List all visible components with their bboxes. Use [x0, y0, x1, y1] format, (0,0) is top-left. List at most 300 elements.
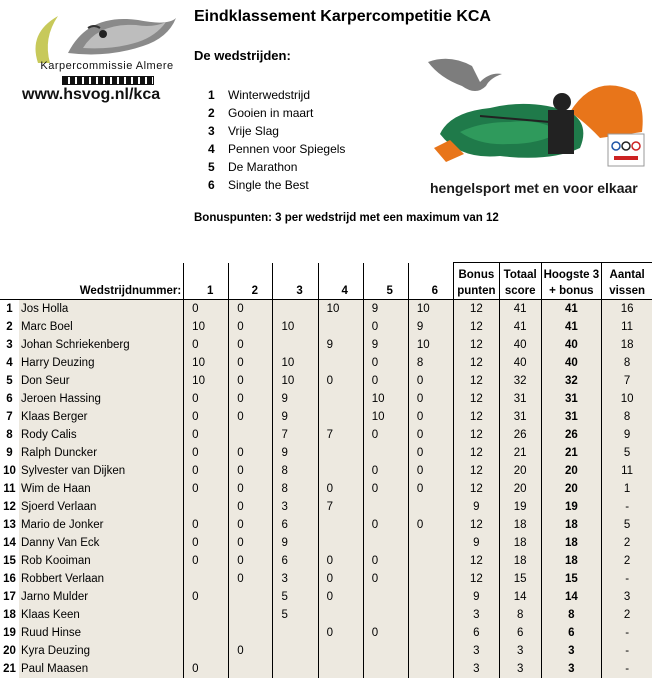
- score-cell: [318, 408, 363, 426]
- best-header: Hoogste 3 + bonus: [541, 263, 602, 300]
- rank-cell: 13: [0, 516, 19, 534]
- score-cell: [184, 624, 229, 642]
- score-cell: 0: [363, 318, 408, 336]
- score-cell: [318, 390, 363, 408]
- score-cell: 0: [229, 300, 273, 319]
- score-cell: 9: [273, 444, 318, 462]
- score-cell: 6: [273, 516, 318, 534]
- score-cell: 0: [229, 480, 273, 498]
- bonus-cell: 12: [453, 390, 499, 408]
- match-item: [208, 86, 345, 104]
- score-cell: [184, 606, 229, 624]
- score-cell: 0: [229, 498, 273, 516]
- score-cell: [273, 642, 318, 660]
- score-cell: [363, 534, 408, 552]
- score-cell: 0: [184, 300, 229, 319]
- score-cell: 7: [273, 426, 318, 444]
- count-cell: 11: [602, 318, 652, 336]
- best-cell: 3: [541, 642, 602, 660]
- best-cell: 18: [541, 534, 602, 552]
- best-cell: 20: [541, 462, 602, 480]
- rank-header: [0, 263, 19, 300]
- total-cell: 19: [499, 498, 541, 516]
- count-cell: -: [602, 498, 652, 516]
- carp-logo-icon: [28, 8, 178, 68]
- match-name: Single the Best: [228, 178, 309, 192]
- score-cell: 8: [273, 462, 318, 480]
- score-cell: 0: [318, 570, 363, 588]
- score-cell: 0: [408, 480, 453, 498]
- count-header: Aantal vissen: [602, 263, 652, 300]
- col-header-1: 1: [184, 263, 229, 300]
- score-cell: 0: [318, 372, 363, 390]
- count-cell: -: [602, 642, 652, 660]
- total-cell: 32: [499, 372, 541, 390]
- table-row: [0, 570, 652, 588]
- score-cell: 0: [229, 372, 273, 390]
- best-cell: 6: [541, 624, 602, 642]
- matches-heading: De wedstrijden:: [194, 48, 291, 63]
- logo-dots: [62, 76, 154, 85]
- name-cell: Johan Schriekenberg: [19, 336, 184, 354]
- score-cell: 0: [184, 390, 229, 408]
- match-item: [208, 122, 345, 140]
- score-cell: 0: [363, 354, 408, 372]
- best-cell: 15: [541, 570, 602, 588]
- score-cell: 0: [363, 516, 408, 534]
- name-cell: Jarno Mulder: [19, 588, 184, 606]
- score-cell: 0: [408, 408, 453, 426]
- name-cell: Klaas Keen: [19, 606, 184, 624]
- match-name: Pennen voor Spiegels: [228, 142, 346, 156]
- total-cell: 41: [499, 318, 541, 336]
- rank-cell: 20: [0, 642, 19, 660]
- count-cell: 7: [602, 372, 652, 390]
- count-cell: 10: [602, 390, 652, 408]
- score-cell: [363, 588, 408, 606]
- score-cell: [408, 642, 453, 660]
- bonus-cell: 9: [453, 534, 499, 552]
- rank-cell: 8: [0, 426, 19, 444]
- name-cell: Sylvester van Dijken: [19, 462, 184, 480]
- best-cell: 41: [541, 318, 602, 336]
- table-row: [0, 462, 652, 480]
- match-item: [208, 104, 345, 122]
- count-cell: 5: [602, 516, 652, 534]
- best-cell: 19: [541, 498, 602, 516]
- count-cell: 18: [602, 336, 652, 354]
- count-cell: 9: [602, 426, 652, 444]
- best-cell: 41: [541, 300, 602, 319]
- bonus-cell: 3: [453, 606, 499, 624]
- total-header: Totaal score: [499, 263, 541, 300]
- table-row: [0, 660, 652, 678]
- bonus-cell: 3: [453, 660, 499, 678]
- score-cell: 0: [408, 444, 453, 462]
- score-cell: [273, 300, 318, 319]
- score-cell: 10: [273, 354, 318, 372]
- bonus-cell: 12: [453, 426, 499, 444]
- bonus-cell: 12: [453, 480, 499, 498]
- bonus-cell: 12: [453, 462, 499, 480]
- bonus-cell: 9: [453, 498, 499, 516]
- count-cell: 8: [602, 408, 652, 426]
- table-row: [0, 624, 652, 642]
- best-cell: 20: [541, 480, 602, 498]
- score-cell: 0: [229, 570, 273, 588]
- score-cell: 0: [184, 336, 229, 354]
- score-cell: 0: [363, 624, 408, 642]
- score-cell: 0: [184, 408, 229, 426]
- match-name: Winterwedstrijd: [228, 88, 311, 102]
- count-cell: 2: [602, 534, 652, 552]
- logo-tagline: hengelsport met en voor elkaar: [430, 180, 638, 196]
- total-cell: 6: [499, 624, 541, 642]
- total-cell: 31: [499, 390, 541, 408]
- rank-cell: 4: [0, 354, 19, 372]
- best-cell: 8: [541, 606, 602, 624]
- match-number: 5: [208, 160, 215, 174]
- best-cell: 18: [541, 516, 602, 534]
- score-cell: 6: [273, 552, 318, 570]
- score-cell: [229, 624, 273, 642]
- count-cell: -: [602, 570, 652, 588]
- score-cell: 0: [408, 462, 453, 480]
- match-number: 4: [208, 142, 215, 156]
- table-row: [0, 318, 652, 336]
- col-header-3: 3: [273, 263, 318, 300]
- score-cell: 10: [363, 390, 408, 408]
- score-cell: [318, 516, 363, 534]
- best-cell: 3: [541, 660, 602, 678]
- score-cell: [363, 660, 408, 678]
- matches-list: [208, 86, 345, 194]
- table-row: [0, 606, 652, 624]
- table-row: [0, 588, 652, 606]
- score-cell: 7: [318, 498, 363, 516]
- score-cell: 0: [184, 588, 229, 606]
- col-header-5: 5: [363, 263, 408, 300]
- table-row: [0, 372, 652, 390]
- score-cell: 0: [318, 480, 363, 498]
- name-cell: Wim de Haan: [19, 480, 184, 498]
- table-row: [0, 534, 652, 552]
- table-row: [0, 408, 652, 426]
- score-cell: [273, 624, 318, 642]
- name-cell: Kyra Deuzing: [19, 642, 184, 660]
- score-cell: [318, 660, 363, 678]
- total-cell: 3: [499, 660, 541, 678]
- best-cell: 18: [541, 552, 602, 570]
- bonus-header: Bonus punten: [453, 263, 499, 300]
- name-cell: Marc Boel: [19, 318, 184, 336]
- total-cell: 14: [499, 588, 541, 606]
- score-cell: 3: [273, 570, 318, 588]
- col-header-6: 6: [408, 263, 453, 300]
- best-cell: 14: [541, 588, 602, 606]
- col-header-4: 4: [318, 263, 363, 300]
- match-name: Gooien in maart: [228, 106, 314, 120]
- hengelsport-logo: [420, 52, 650, 202]
- rank-cell: 3: [0, 336, 19, 354]
- total-cell: 18: [499, 552, 541, 570]
- score-cell: [363, 642, 408, 660]
- bonus-cell: 12: [453, 570, 499, 588]
- match-number: 3: [208, 124, 215, 138]
- score-cell: 0: [408, 426, 453, 444]
- score-cell: 10: [184, 354, 229, 372]
- rank-cell: 1: [0, 300, 19, 319]
- score-cell: 0: [363, 372, 408, 390]
- score-cell: 0: [229, 516, 273, 534]
- rank-cell: 2: [0, 318, 19, 336]
- name-cell: Robbert Verlaan: [19, 570, 184, 588]
- standings-table: [0, 262, 652, 678]
- rank-cell: 7: [0, 408, 19, 426]
- table-row: [0, 516, 652, 534]
- best-cell: 40: [541, 354, 602, 372]
- club-name: Karpercommissie Almere: [40, 60, 174, 72]
- count-cell: 5: [602, 444, 652, 462]
- total-cell: 41: [499, 300, 541, 319]
- score-cell: 8: [273, 480, 318, 498]
- score-cell: 0: [229, 462, 273, 480]
- score-cell: 9: [273, 534, 318, 552]
- name-cell: Jeroen Hassing: [19, 390, 184, 408]
- count-cell: -: [602, 624, 652, 642]
- page-title: Eindklassement Karpercompetitie KCA: [194, 8, 491, 25]
- best-cell: 40: [541, 336, 602, 354]
- bonus-cell: 6: [453, 624, 499, 642]
- score-cell: [229, 660, 273, 678]
- col-header-2: 2: [229, 263, 273, 300]
- score-cell: 0: [318, 552, 363, 570]
- score-cell: 0: [184, 660, 229, 678]
- total-cell: 18: [499, 534, 541, 552]
- best-cell: 21: [541, 444, 602, 462]
- score-cell: [318, 606, 363, 624]
- rank-cell: 12: [0, 498, 19, 516]
- bonus-cell: 12: [453, 552, 499, 570]
- bonus-cell: 12: [453, 354, 499, 372]
- score-cell: [229, 426, 273, 444]
- score-cell: 10: [273, 318, 318, 336]
- total-cell: 18: [499, 516, 541, 534]
- total-cell: 26: [499, 426, 541, 444]
- total-cell: 20: [499, 462, 541, 480]
- table-row: [0, 390, 652, 408]
- score-cell: 0: [184, 444, 229, 462]
- score-cell: 9: [318, 336, 363, 354]
- bonus-cell: 3: [453, 642, 499, 660]
- count-cell: 8: [602, 354, 652, 372]
- score-cell: 9: [363, 300, 408, 319]
- name-cell: Danny Van Eck: [19, 534, 184, 552]
- table-row: [0, 552, 652, 570]
- rank-cell: 6: [0, 390, 19, 408]
- score-cell: [318, 318, 363, 336]
- score-cell: 0: [318, 624, 363, 642]
- name-cell: Klaas Berger: [19, 408, 184, 426]
- table-row: [0, 444, 652, 462]
- score-cell: [408, 498, 453, 516]
- name-cell: Paul Maasen: [19, 660, 184, 678]
- score-cell: [273, 336, 318, 354]
- rank-cell: 17: [0, 588, 19, 606]
- match-number: 6: [208, 178, 215, 192]
- rank-cell: 10: [0, 462, 19, 480]
- score-cell: 10: [408, 300, 453, 319]
- score-cell: 0: [229, 552, 273, 570]
- score-cell: 0: [363, 480, 408, 498]
- match-number: 1: [208, 88, 215, 102]
- name-cell: Ruud Hinse: [19, 624, 184, 642]
- name-cell: Don Seur: [19, 372, 184, 390]
- score-cell: 7: [318, 426, 363, 444]
- score-cell: 0: [184, 462, 229, 480]
- score-cell: 10: [408, 336, 453, 354]
- score-cell: [273, 660, 318, 678]
- rank-cell: 11: [0, 480, 19, 498]
- score-cell: [184, 570, 229, 588]
- bonus-cell: 12: [453, 444, 499, 462]
- club-url: www.hsvog.nl/kca: [22, 86, 161, 103]
- count-cell: 16: [602, 300, 652, 319]
- score-cell: [408, 570, 453, 588]
- score-cell: 0: [318, 588, 363, 606]
- bonus-cell: 12: [453, 372, 499, 390]
- rank-cell: 15: [0, 552, 19, 570]
- score-cell: 0: [229, 354, 273, 372]
- score-cell: [318, 462, 363, 480]
- score-cell: 0: [184, 552, 229, 570]
- score-cell: 10: [273, 372, 318, 390]
- total-cell: 15: [499, 570, 541, 588]
- name-cell: Rody Calis: [19, 426, 184, 444]
- name-cell: Mario de Jonker: [19, 516, 184, 534]
- rank-cell: 18: [0, 606, 19, 624]
- score-cell: 0: [184, 480, 229, 498]
- score-cell: 9: [408, 318, 453, 336]
- table-row: [0, 480, 652, 498]
- score-cell: 8: [408, 354, 453, 372]
- score-cell: [408, 534, 453, 552]
- bonus-cell: 12: [453, 408, 499, 426]
- count-cell: 11: [602, 462, 652, 480]
- score-cell: 3: [273, 498, 318, 516]
- table-row: [0, 642, 652, 660]
- score-cell: [363, 498, 408, 516]
- match-name: De Marathon: [228, 160, 298, 174]
- name-cell: Rob Kooiman: [19, 552, 184, 570]
- score-cell: 0: [363, 570, 408, 588]
- best-cell: 31: [541, 408, 602, 426]
- score-cell: 5: [273, 606, 318, 624]
- count-cell: -: [602, 660, 652, 678]
- score-cell: 5: [273, 588, 318, 606]
- bonus-note: Bonuspunten: 3 per wedstrijd met een maximum van 12: [194, 212, 499, 224]
- score-cell: 0: [408, 390, 453, 408]
- best-cell: 31: [541, 390, 602, 408]
- total-cell: 40: [499, 336, 541, 354]
- score-cell: 10: [363, 408, 408, 426]
- score-cell: 0: [229, 444, 273, 462]
- match-number: 2: [208, 106, 215, 120]
- rank-cell: 14: [0, 534, 19, 552]
- best-cell: 32: [541, 372, 602, 390]
- score-cell: [408, 552, 453, 570]
- rank-cell: 5: [0, 372, 19, 390]
- score-cell: [408, 660, 453, 678]
- total-cell: 21: [499, 444, 541, 462]
- total-cell: 20: [499, 480, 541, 498]
- score-cell: 10: [184, 318, 229, 336]
- score-cell: 0: [229, 534, 273, 552]
- bonus-cell: 12: [453, 516, 499, 534]
- kca-logo: [14, 8, 186, 104]
- score-cell: [363, 444, 408, 462]
- table-row: [0, 336, 652, 354]
- score-cell: [184, 498, 229, 516]
- score-cell: 0: [363, 462, 408, 480]
- rank-cell: 16: [0, 570, 19, 588]
- score-cell: [363, 606, 408, 624]
- name-cell: Ralph Duncker: [19, 444, 184, 462]
- name-cell: Harry Deuzing: [19, 354, 184, 372]
- angler-illustration-icon: [420, 52, 650, 182]
- match-item: [208, 176, 345, 194]
- score-cell: [408, 606, 453, 624]
- score-cell: [408, 588, 453, 606]
- score-cell: 10: [184, 372, 229, 390]
- match-item: [208, 140, 345, 158]
- best-cell: 26: [541, 426, 602, 444]
- score-cell: [318, 354, 363, 372]
- score-cell: [318, 444, 363, 462]
- score-cell: 0: [184, 534, 229, 552]
- score-cell: 10: [318, 300, 363, 319]
- score-cell: 0: [408, 372, 453, 390]
- table-row: [0, 426, 652, 444]
- score-cell: 0: [184, 426, 229, 444]
- count-cell: 1: [602, 480, 652, 498]
- score-cell: 0: [229, 408, 273, 426]
- score-cell: 0: [229, 390, 273, 408]
- score-cell: 0: [363, 552, 408, 570]
- rank-cell: 21: [0, 660, 19, 678]
- rank-cell: 9: [0, 444, 19, 462]
- match-item: [208, 158, 345, 176]
- total-cell: 31: [499, 408, 541, 426]
- count-cell: 3: [602, 588, 652, 606]
- score-cell: 0: [408, 516, 453, 534]
- match-number-label: Wedstrijdnummer:: [19, 263, 184, 300]
- score-cell: [229, 588, 273, 606]
- table-header-row: [0, 263, 652, 300]
- score-cell: 0: [229, 642, 273, 660]
- table-row: [0, 498, 652, 516]
- bonus-cell: 12: [453, 318, 499, 336]
- bonus-cell: 12: [453, 336, 499, 354]
- count-cell: 2: [602, 552, 652, 570]
- name-cell: Jos Holla: [19, 300, 184, 319]
- rank-cell: 19: [0, 624, 19, 642]
- name-cell: Sjoerd Verlaan: [19, 498, 184, 516]
- score-cell: [408, 624, 453, 642]
- score-cell: 0: [229, 318, 273, 336]
- score-cell: 9: [363, 336, 408, 354]
- count-cell: 2: [602, 606, 652, 624]
